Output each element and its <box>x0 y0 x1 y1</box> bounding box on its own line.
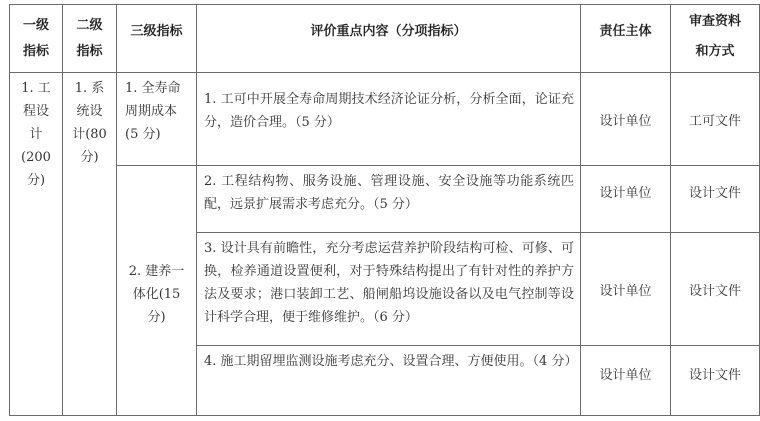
content-cell: 1. 工可中开展全寿命周期技术经济论证分析，分析全面，论证充分，造价合理。（5 分） <box>197 73 581 166</box>
header-review-line2: 和方式 <box>695 44 735 59</box>
header-level3: 三级指标 <box>117 5 197 73</box>
header-review <box>671 5 760 73</box>
content-cell: 2. 工程结构物、服务设施、管理设施、安全设施等功能系统匹配，远景扩展需求考虑充分。（5 分） <box>197 166 581 233</box>
header-level1-line1: 一级 <box>22 17 49 33</box>
level3-line: 2. 建养一 <box>128 264 185 279</box>
level1-cell <box>10 73 63 416</box>
responsible-cell: 设计单位 <box>581 346 671 416</box>
review-cell: 设计文件 <box>671 166 760 233</box>
level3-line: (5 分) <box>125 127 161 142</box>
level2-line: 1. 系 <box>74 81 105 96</box>
level1-line: 分) <box>26 173 46 188</box>
responsible-cell: 设计单位 <box>581 233 671 346</box>
level3-line: 体化(15 <box>132 287 181 302</box>
level3-cell <box>117 73 197 166</box>
review-cell: 设计文件 <box>671 346 760 416</box>
level2-line: 统设 <box>76 104 103 119</box>
table-row <box>10 166 760 233</box>
header-level2-line2: 指标 <box>76 43 103 59</box>
content-cell: 4. 施工期留埋监测设施考虑充分、设置合理、方便使用。（4 分） <box>197 346 581 416</box>
header-level2-line1: 二级 <box>76 17 103 33</box>
table-row <box>10 73 760 166</box>
header-level1-line2: 指标 <box>22 43 49 59</box>
level2-line: 计(80 <box>72 127 107 142</box>
level3-line: 1. 全寿命 <box>125 81 181 96</box>
header-level1 <box>10 5 63 73</box>
header-content: 评价重点内容（分项指标） <box>197 5 581 73</box>
level1-line: 1. 工 <box>21 81 51 96</box>
content-cell: 3. 设计具有前瞻性，充分考虑运营养护阶段结构可检、可修、可换，检养通道设置便利，对于特殊结构提出了有针对性的养护方法及要求；港口装卸工艺、船闸船坞设施设备以及电气控制等设计科学合理，便于维修维护。（6 分） <box>197 233 581 346</box>
responsible-cell: 设计单位 <box>581 73 671 166</box>
level2-line: 分) <box>80 150 99 165</box>
header-review-line1: 审查资料 <box>688 14 741 29</box>
header-responsible: 责任主体 <box>581 5 671 73</box>
level3-cell <box>117 166 197 416</box>
level1-line: (200 <box>21 150 51 165</box>
review-cell: 设计文件 <box>671 233 760 346</box>
level2-cell <box>63 73 117 416</box>
level3-line: 周期成本 <box>125 104 178 119</box>
header-level2 <box>63 5 117 73</box>
responsible-cell: 设计单位 <box>581 166 671 233</box>
level1-line: 程设 <box>22 104 49 119</box>
header-row <box>10 5 760 73</box>
level3-line: 分) <box>147 310 166 325</box>
review-cell: 工可文件 <box>671 73 760 166</box>
level1-line: 计 <box>29 127 43 142</box>
evaluation-table <box>9 4 760 416</box>
